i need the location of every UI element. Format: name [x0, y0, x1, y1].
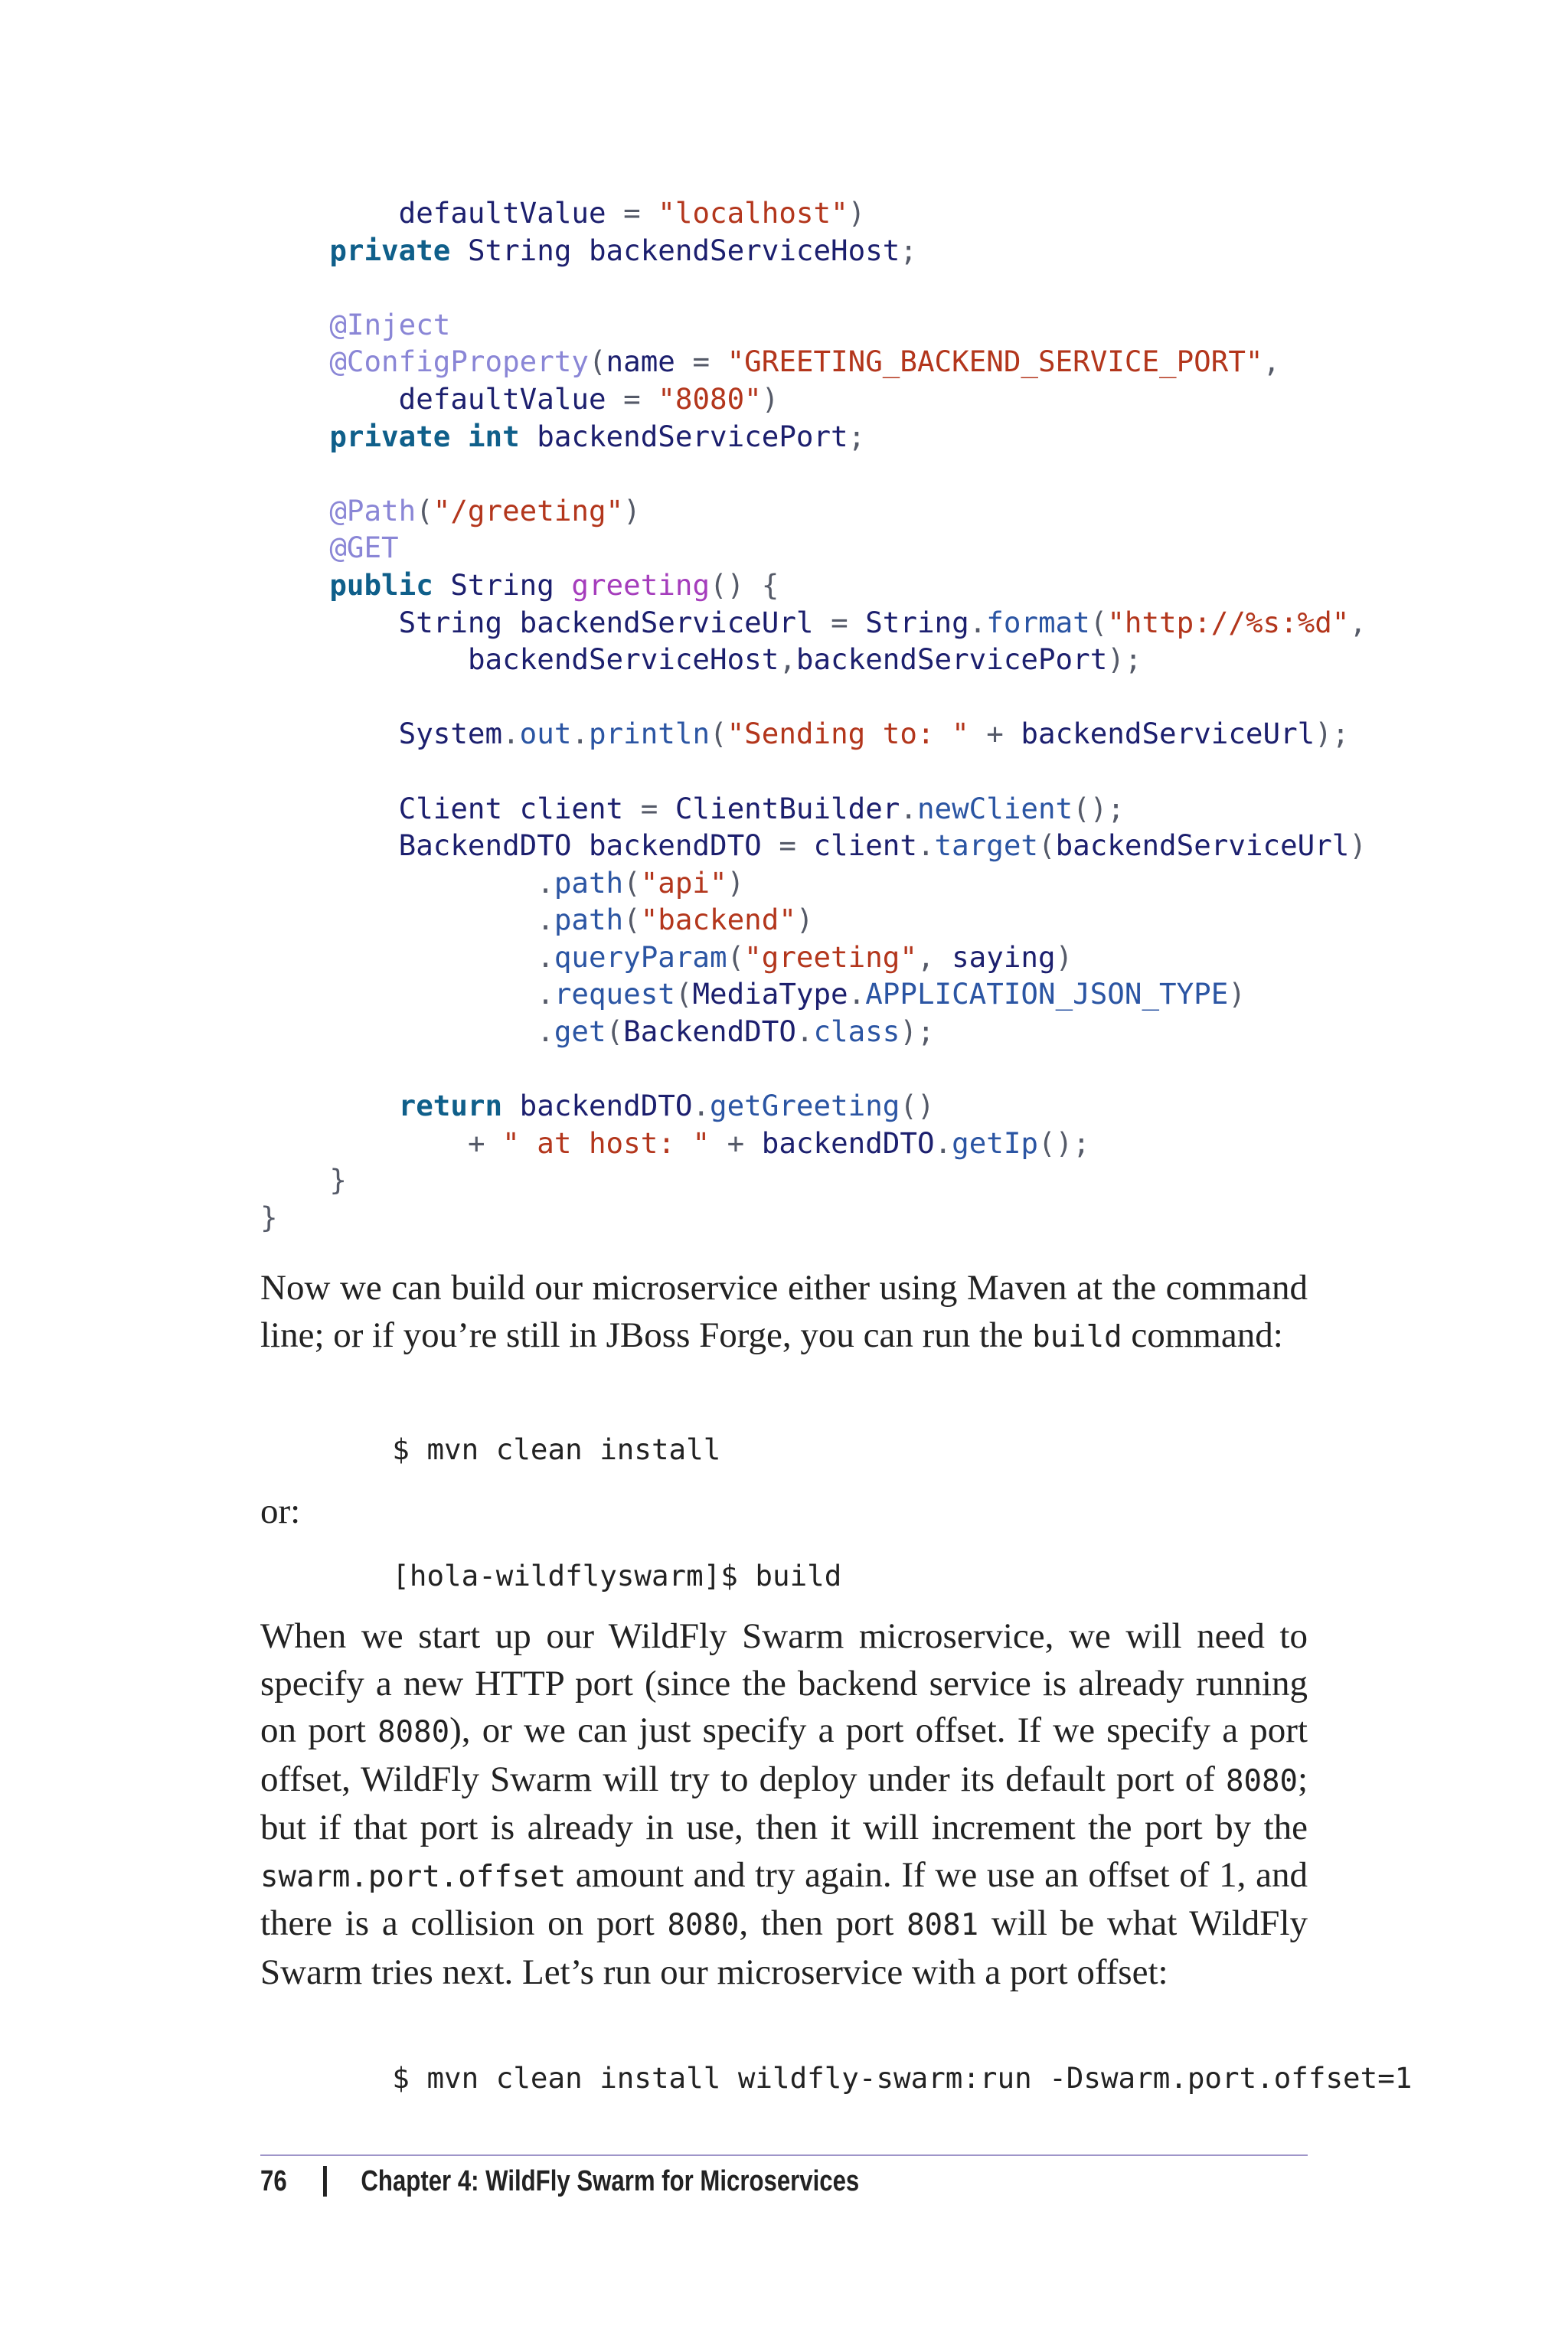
paragraph-build-instructions: Now we can build our microservice either using Maven at the command line; or if you’re still in JBoss Forge, you can run the build command: — [260, 1268, 1308, 1355]
code-line — [260, 753, 1367, 790]
footer-rule — [260, 2154, 1308, 2156]
inline-code: 8080 — [377, 1715, 450, 1749]
code-line — [260, 455, 1367, 492]
inline-code: swarm.port.offset — [260, 1859, 567, 1894]
code-listing — [260, 194, 1367, 1236]
code-line: return backendDTO.getGreeting() — [398, 1089, 935, 1123]
page-footer — [260, 2165, 859, 2198]
code-line: .request(MediaType.APPLICATION_JSON_TYPE) — [537, 977, 1246, 1011]
code-line: defaultValue = "8080") — [398, 381, 779, 416]
code-line: System.out.println("Sending to: " + backendServiceUrl); — [398, 717, 1350, 751]
code-line: } — [260, 1200, 278, 1235]
page-number: 76 — [260, 2165, 287, 2197]
or-text: or: — [260, 1491, 301, 1531]
command-run-offset: $ mvn clean install wildfly-swarm:run -Dswarm.port.offset=1 — [323, 2061, 1413, 2095]
code-line: .get(BackendDTO.class); — [537, 1014, 935, 1049]
inline-code: 8080 — [667, 1908, 740, 1942]
code-line: } — [329, 1163, 347, 1197]
code-line: .path("backend") — [537, 903, 814, 937]
code-line: @GET — [329, 531, 399, 565]
code-line: backendServiceHost,backendServicePort); — [467, 642, 1142, 677]
code-line: .queryParam("greeting", saying) — [537, 939, 1073, 974]
code-line: Client client = ClientBuilder.newClient(); — [398, 791, 1125, 825]
code-line: String backendServiceUrl = String.format("http://%s:%d", — [398, 605, 1367, 639]
code-line: private int backendServicePort; — [329, 419, 866, 453]
code-line: BackendDTO backendDTO = client.target(backendServiceUrl) — [398, 828, 1367, 863]
chapter-title: Chapter 4: WildFly Swarm for Microservices — [361, 2165, 860, 2197]
command-mvn-install: $ mvn clean install — [323, 1432, 721, 1466]
code-line: defaultValue = "localhost") — [398, 196, 866, 230]
paragraph-port-offset: When we start up our WildFly Swarm microservice, we will need to specify a new HTTP port (since the backend service is already running on port 8080), or we can just specify a port offset. If we specify a port offset, WildFly Swarm will try to deploy under its default port of 8080; but if that port is already in use, then it will increment the port by the swarm.port.offset amount and try again. If we use an offset of 1, and there is a collision on port 8080, then port 8081 will be what WildFly Swarm tries next. Let’s run our microservice with a port offset: — [260, 1616, 1308, 1992]
code-line: private String backendServiceHost; — [329, 233, 917, 267]
code-line: .path("api") — [537, 865, 745, 900]
code-line: public String greeting() { — [329, 567, 779, 602]
code-line: @Inject — [329, 307, 451, 341]
code-line — [260, 678, 1367, 716]
code-line: + " at host: " + backendDTO.getIp(); — [467, 1125, 1090, 1160]
inline-code: build — [1032, 1319, 1122, 1354]
command-forge-build: [hola-wildflyswarm]$ build — [323, 1559, 842, 1592]
footer-separator — [323, 2166, 327, 2197]
inline-code: 8081 — [906, 1908, 979, 1942]
code-line — [260, 1050, 1367, 1088]
code-line: @ConfigProperty(name = "GREETING_BACKEND_SERVICE_PORT", — [329, 345, 1281, 379]
code-line — [260, 269, 1367, 306]
code-line: @Path("/greeting") — [329, 493, 641, 528]
inline-code: 8080 — [1226, 1763, 1298, 1798]
